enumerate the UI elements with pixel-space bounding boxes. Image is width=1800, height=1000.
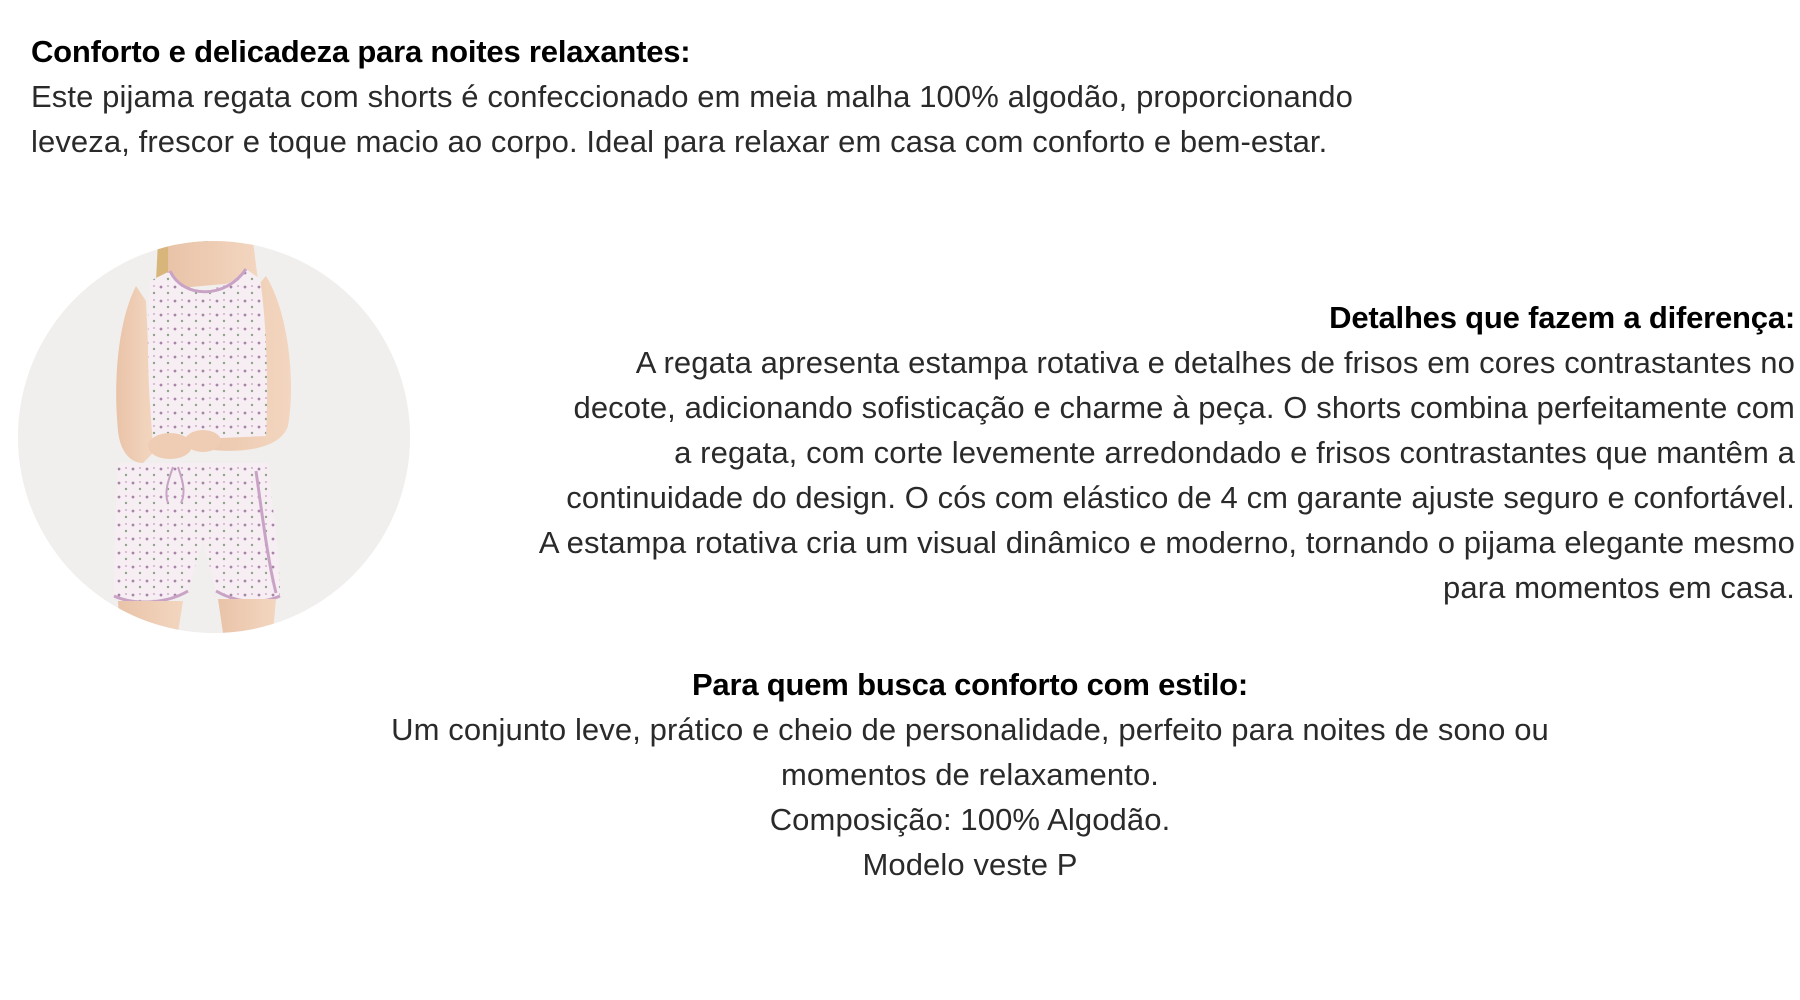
style-section (180, 662, 1760, 887)
intro-heading: Conforto e delicadeza para noites relaxantes: (31, 34, 691, 69)
style-line: Um conjunto leve, prático e cheio de personalidade, perfeito para noites de sono ou (391, 712, 1549, 747)
intro-line: leveza, frescor e toque macio ao corpo. Ideal para relaxar em casa com conforto e bem-estar. (31, 124, 1328, 159)
details-line: para momentos em casa. (1443, 570, 1795, 605)
intro-line: Este pijama regata com shorts é confeccionado em meia malha 100% algodão, proporcionando (31, 79, 1353, 114)
style-heading: Para quem busca conforto com estilo: (691, 667, 1249, 702)
product-photo (18, 241, 410, 633)
details-line: continuidade do design. O cós com elástico de 4 cm garante ajuste seguro e confortável. (566, 480, 1795, 515)
details-heading: Detalhes que fazem a diferença: (1329, 300, 1795, 335)
style-line: momentos de relaxamento. (780, 757, 1160, 792)
style-paragraph (180, 707, 1760, 887)
composition-line: Composição: 100% Algodão. (769, 802, 1171, 837)
details-paragraph (435, 340, 1795, 610)
details-line: A estampa rotativa cria um visual dinâmico e moderno, tornando o pijama elegante mesmo (538, 525, 1795, 560)
details-line: A regata apresenta estampa rotativa e detalhes de frisos em cores contrastantes no (635, 345, 1795, 380)
details-section (435, 295, 1795, 610)
details-line: a regata, com corte levemente arredondado e frisos contrastantes que mantêm a (674, 435, 1795, 470)
intro-paragraph (31, 74, 1531, 164)
details-line: decote, adicionando sofisticação e charme à peça. O shorts combina perfeitamente com (573, 390, 1795, 425)
intro-section (31, 29, 1531, 164)
model-size-line: Modelo veste P (862, 847, 1078, 882)
